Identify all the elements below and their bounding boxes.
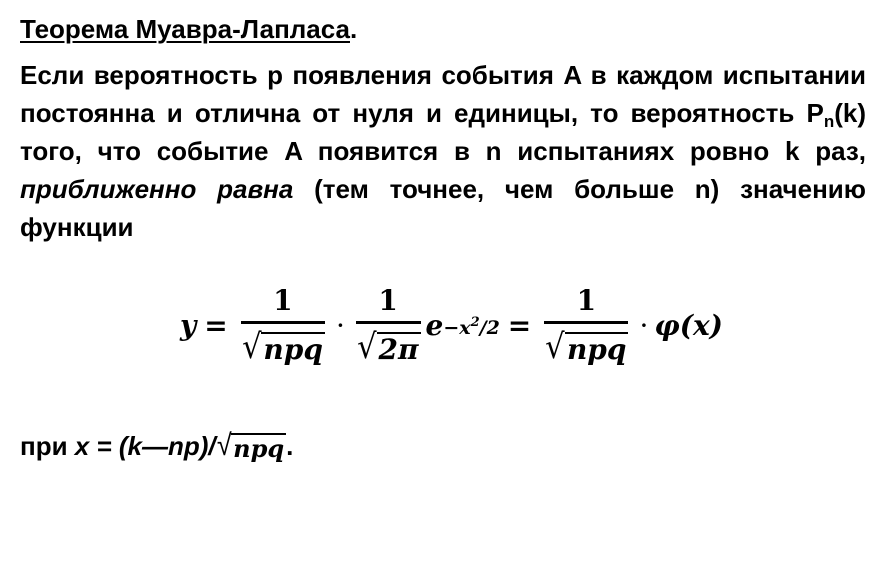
fraction-inv-sqrt-2pi	[356, 284, 421, 367]
formula-phi: φ(x)	[654, 308, 723, 342]
laplace-formula	[180, 284, 723, 367]
fraction-numerator: 1	[273, 284, 293, 317]
fraction-numerator: 1	[378, 284, 398, 317]
formula-exp-base: e	[425, 308, 444, 342]
statement-part1: Если вероятность p появления события A в каждом испытании постоянна и отлична от нуля и единицы, то вероятность P	[20, 60, 866, 128]
theorem-statement	[20, 56, 866, 246]
formula-dot-2: ·	[639, 308, 649, 342]
formula-lhs: y	[180, 308, 197, 342]
condition-radicand: npq	[233, 434, 285, 463]
formula-equals-1: =	[204, 308, 228, 342]
exponent-prefix: −x	[443, 316, 471, 339]
formula-exponent	[443, 314, 500, 339]
radical-sign: √	[216, 429, 232, 462]
fraction-inv-sqrt-npq-2	[544, 284, 628, 367]
sqrt-2pi	[356, 324, 421, 367]
theorem-title	[20, 12, 357, 46]
radicand-npq: npq	[263, 332, 323, 366]
condition-period: .	[286, 431, 294, 461]
radicand-2pi: 2π	[378, 332, 419, 366]
formula-equals-2: =	[507, 308, 532, 342]
condition-line	[20, 426, 293, 466]
statement-subscript: n	[823, 112, 835, 131]
condition-prefix: при	[20, 431, 75, 461]
statement-emphasis: приближенно равна	[20, 174, 294, 204]
fraction-numerator: 1	[576, 284, 597, 317]
statement-part3: (тем точнее, чем больше n) значению функции	[20, 174, 866, 242]
title-period: .	[350, 14, 358, 44]
statement-part2: (k) того, что событие A появится в n испытаниях ровно k раз,	[20, 98, 866, 166]
exponent-suffix: /2	[479, 316, 500, 339]
theorem-title-text: Теорема Муавра-Лапласа	[20, 14, 350, 44]
formula-dot-1: ·	[335, 308, 345, 342]
radical-sign: √	[545, 326, 565, 367]
condition-expr: x = (k—np)/	[74, 431, 216, 461]
sqrt-npq-2	[544, 324, 628, 367]
radical-sign: √	[241, 326, 262, 367]
radicand-npq: npq	[566, 332, 627, 366]
fraction-inv-sqrt-npq	[241, 284, 325, 367]
exponent-power: 2	[470, 314, 480, 330]
sqrt-npq	[241, 324, 325, 367]
condition-sqrt	[216, 431, 286, 461]
radical-sign: √	[356, 326, 377, 367]
